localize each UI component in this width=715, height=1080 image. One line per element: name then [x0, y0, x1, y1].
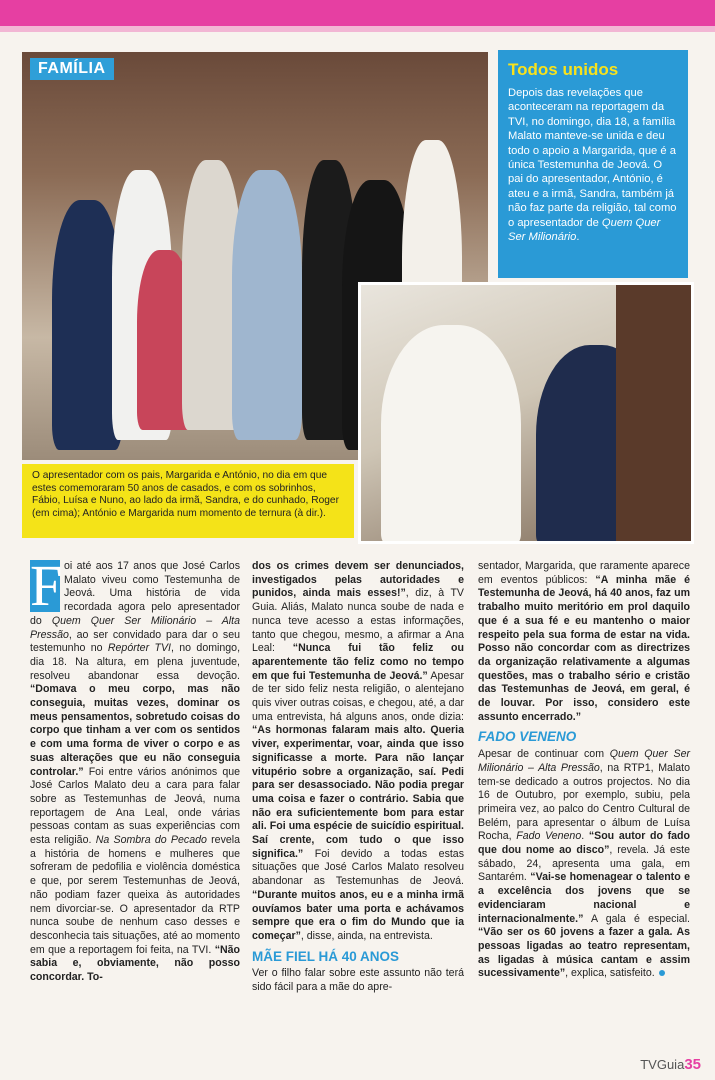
- text-run: “A minha mãe é Testemunha de Jeová, há 40 anos, faz um trabalho muito meritório em prol daquilo que é a sua fé e eu mantenho o maior respeito pela sua forma de estar na vida. Posso não concordar com as directrizes da organização relativamente a algumas questões, mas o trabalho sério e cristão das Testemunhas de Jeová, em geral, é de louvar. Por isso, considero este assunto encerrado.”: [478, 573, 690, 723]
- brand-guia: Guia: [656, 1057, 685, 1072]
- text-run: oi até aos 17 anos que José Carlos Malato viveu como Testemunha de Jeová. Uma história de vida recordada agora pelo apresentador do: [30, 560, 240, 627]
- text-run: Foi entre vários anónimos que José Carlos Malato deu a cara para falar sobre as Testemunhas de Jeová, numa reportagem de Ana Leal, onde várias pessoas contam as suas experiências com esta religião.: [30, 765, 240, 847]
- end-bullet: [659, 970, 665, 976]
- sidebar-text: Depois das revelações que aconteceram na reportagem da TVI, no domingo, dia 18, a família Malato manteve-se unida e deu todo o apoio a Margarida, que é a única Testemunha de Jeová. O pai do apresentador, António, é ateu e a irmã, Sandra, também já não faz parte da religião, tal como o apresentador de Quem Quer Ser Milionário.: [508, 87, 677, 244]
- text-run: “Vai-se homenagear o talento e a excelência dos jovens que se evidenciaram nacional e internacionalmente.”: [478, 871, 690, 925]
- text-run: , na RTP1, Malato tem-se dedicado a outros projectos. No dia 16 de Outubro, por exemplo, subiu, pela primeira vez, ao palco do Centro Cultural de Belém, para apresentar o álbum de Luísa Rocha,: [478, 761, 690, 843]
- article-text-3: [478, 560, 690, 724]
- text-run: , ao ser convidado para dar o seu testemunho no: [30, 628, 240, 655]
- subhead-fado-veneno: FADO VENENO: [478, 729, 577, 745]
- article-column-2: [252, 560, 464, 995]
- text-run: Quem Quer Ser Milionário – Alta Pressão: [478, 748, 690, 774]
- text-run: Na Sombra do Pecado: [95, 834, 207, 847]
- text-run: , disse, ainda, na entrevista.: [300, 929, 433, 942]
- text-run: , diz, à TV Guia. Aliás, Malato nunca soube de nada e nunca teve acesso a estas informações, tanto que chegou, mesmo, a afirmar a Ana Leal:: [252, 587, 464, 655]
- sidebar-title: Todos unidos: [508, 60, 619, 79]
- magazine-top-bar: [0, 0, 715, 26]
- brand-tv: TV: [640, 1057, 657, 1072]
- photo-caption: O apresentador com os pais, Margarida e António, no dia em que estes comemoraram 50 anos de casados, e com os sobrinhos, Fábio, Luísa e Nuno, ao lado da irmã, Sandra, e do cunhado, Roger (em cima); António e Margarida num momento de ternura (à dir.).: [22, 464, 354, 538]
- article-text-2: [252, 560, 464, 944]
- section-tag: FAMÍLIA: [30, 58, 114, 80]
- text-run: “Domava o meu corpo, mas não conseguia, muitas vezes, dominar os meus pensamentos, sobretudo coisas do corpo que tinham a ver com os sentidos e com uma forma de viver o corpo e as suas alterações que eu não conseguia controlar.”: [30, 683, 240, 778]
- article-text-2b: Ver o filho falar sobre este assunto não terá sido fácil para a mãe do apre-: [252, 967, 464, 994]
- page-footer: [640, 1056, 701, 1073]
- text-run: “Durante muitos anos, eu e a minha irmã ouvíamos bater uma porta e achávamos sempre que era o fim do Mundo que ia começar”: [252, 888, 464, 942]
- text-run: revela a história de homens e mulheres que sofreram de pedofilia e violência doméstica e que, por serem Testemunhas de Jeová, não podiam fazer queixa às autoridades nem divorciar-se. O apresentador da RTP nunca soube de nenhum caso desses e desconhecia tais situações, até ao momento em que a reportagem foi feita, na TVI.: [30, 834, 241, 956]
- text-run: “Sou autor do fado que dou nome ao disco”: [478, 830, 690, 857]
- text-run: Foi devido a todas estas situações que José Carlos Malato resolveu abandonar as Testemunhas de Jeová.: [252, 847, 464, 888]
- article-column-1: [30, 553, 241, 985]
- page-number: 35: [684, 1056, 701, 1073]
- text-run: Apesar de ter sido feliz nesta religião, o alentejano quis viver outras coisas, e chegou, até, a dar uma entrevista, há alguns anos, onde dizia:: [252, 669, 464, 723]
- text-run: Apesar de continuar com: [478, 748, 610, 761]
- text-run: “Não sabia e, obviamente, não posso concordar. To-: [30, 943, 240, 984]
- parents-photo: [358, 282, 694, 544]
- text-run: A gala é especial.: [583, 912, 690, 925]
- text-run: , revela. Já este sábado, 24, apresenta uma gala, em Santarém.: [478, 844, 690, 884]
- drop-cap: F: [30, 553, 63, 618]
- text-run: dos os crimes devem ser denunciados, investigados pelas autoridades e punidos, ainda mais esses!”: [252, 560, 464, 600]
- subhead-mae-fiel: MÃE FIEL HÁ 40 ANOS: [252, 948, 400, 964]
- article-text-1: [30, 553, 241, 985]
- text-run: “As hormonas falaram mais alto. Queria viver, experimentar, voar, ainda que isso significasse a morte. Para não lançar vitupério sobre a organização, saí. Pedi para ser desassociado. Não podia pregar uma coisa e fazer o contrário. Sabia que não era suficientemente bom para estar ali. Foi uma espécie de suicídio espiritual. Saí crente, com tudo o que isso significa.”: [252, 724, 464, 860]
- text-run: “Nunca fui tão feliz ou aparentemente tão feliz como no tempo em que fui Testemunha de Jeová.”: [252, 642, 464, 682]
- text-run: sentador, Margarida, que raramente aparece em eventos públicos:: [478, 560, 690, 586]
- article-text-3b: [478, 748, 690, 981]
- text-run: Fado Veneno: [516, 830, 582, 843]
- text-run: Repórter TVI: [107, 642, 171, 655]
- text-run: Quem Quer Ser Milionário – Alta Pressão: [30, 614, 240, 641]
- sidebar-box: [498, 50, 688, 278]
- article-column-3: [478, 560, 690, 981]
- text-run: “Vão ser os 60 jovens a fazer a gala. As pessoas ligadas ao teatro representam, as ligadas à música cantam e assim sucessivamente”: [478, 926, 690, 980]
- text-run: .: [581, 830, 589, 843]
- text-run: , explica, satisfeito.: [565, 967, 655, 980]
- magazine-top-strip: [0, 26, 715, 32]
- text-run: , no domingo, dia 18. Na altura, em plena juventude, resolveu abandonar essa devoção.: [30, 642, 241, 682]
